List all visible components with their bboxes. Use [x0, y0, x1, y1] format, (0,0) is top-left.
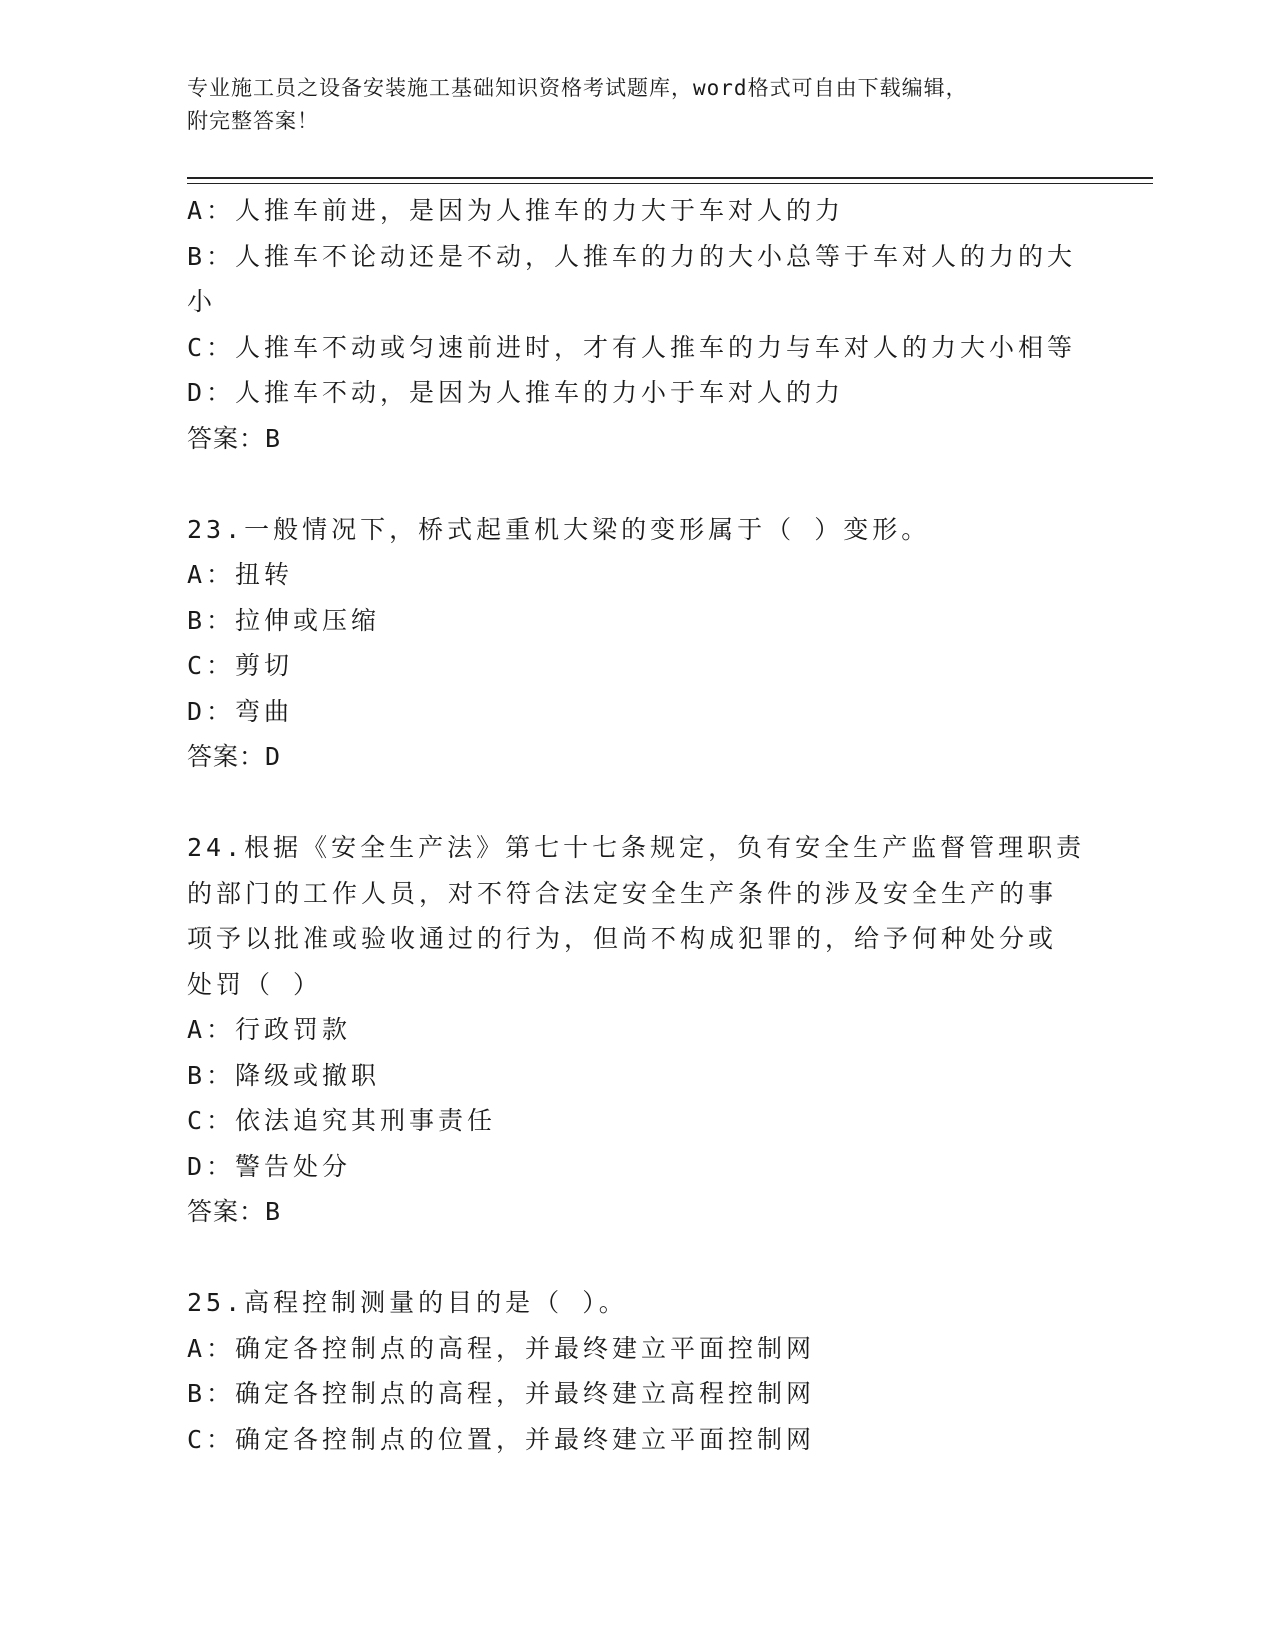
spacer	[187, 1235, 1087, 1281]
document-header	[187, 72, 1087, 138]
question-stem: 24.根据《安全生产法》第七十七条规定，负有安全生产监督管理职责	[187, 833, 1086, 862]
option-a: A：扭转	[187, 560, 294, 589]
option-b: B：确定各控制点的高程，并最终建立高程控制网	[187, 1379, 816, 1408]
question-25	[187, 1280, 1087, 1462]
header-line-2: 附完整答案！	[187, 109, 319, 133]
question-stem: 23.一般情况下，桥式起重机大梁的变形属于（ ）变形。	[187, 514, 931, 544]
question-stem-continued: 处罚（ ）	[187, 969, 323, 999]
header-divider-thick	[187, 177, 1153, 179]
spacer	[187, 780, 1087, 826]
option-b: B：降级或撤职	[187, 1060, 381, 1090]
option-c: C：确定各控制点的位置，并最终建立平面控制网	[187, 1424, 816, 1454]
option-d: D：弯曲	[187, 696, 294, 726]
option-a: A：人推车前进，是因为人推车的力大于车对人的力	[187, 196, 845, 225]
question-stem-continued: 的部门的工作人员，对不符合法定安全生产条件的涉及安全生产的事	[187, 878, 1058, 908]
option-d: D：人推车不动，是因为人推车的力小于车对人的力	[187, 378, 845, 407]
option-b: B：拉伸或压缩	[187, 605, 381, 635]
question-stem-continued: 项予以批准或验收通过的行为，但尚不构成犯罪的，给予何种处分或	[187, 924, 1058, 953]
header-line-1: 专业施工员之设备安装施工基础知识资格考试题库，word格式可自由下载编辑，	[187, 76, 968, 100]
question-list	[187, 188, 1087, 1462]
question-stem: 25.高程控制测量的目的是（ ）。	[187, 1288, 628, 1317]
answer: 答案：B	[187, 423, 282, 453]
option-c: C：依法追究其刑事责任	[187, 1106, 497, 1135]
question-22	[187, 188, 1087, 461]
answer: 答案：D	[187, 742, 282, 771]
option-d: D：警告处分	[187, 1151, 352, 1181]
option-b: B：人推车不论动还是不动，人推车的力的大小总等于车对人的力的大	[187, 241, 1077, 271]
option-a: A：行政罚款	[187, 1015, 352, 1044]
header-divider-thin	[187, 183, 1153, 184]
question-23	[187, 507, 1087, 780]
answer: 答案：B	[187, 1197, 282, 1226]
option-b-continued: 小	[187, 287, 217, 316]
spacer	[187, 461, 1087, 507]
option-a: A：确定各控制点的高程，并最终建立平面控制网	[187, 1333, 816, 1363]
option-c: C：剪切	[187, 651, 294, 680]
option-c: C：人推车不动或匀速前进时，才有人推车的力与车对人的力大小相等	[187, 332, 1077, 362]
question-24	[187, 825, 1087, 1235]
